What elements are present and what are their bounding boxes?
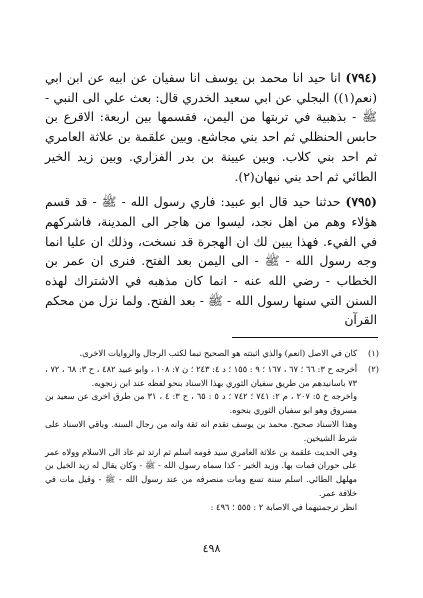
footnote-separator xyxy=(232,337,378,338)
footnote-body xyxy=(45,363,357,515)
hadith-text: حدثنا حيد قال ابو عبيد: فاري رسول الله - ﷺ - قد قسم هؤلاء وهم من اهل نجد، ليسوا من هاجر الى المدينة، فاشركهم في الفيء. فهذا يبين لك ان الهجرة قد نسخت، وذلك ان عليا انما وجه رسول الله - ﷺ - الى اليمن بعد الفتح. فنرى ان عمر بن الخطاب - رضي الله عنه - انما كان مذهبه في الاشتراك لهذه السنن التي سنها رسول الله - ﷺ - بعد الفتح. ولما نزل من محكم القرآن xyxy=(45,195,377,328)
footnote-line: واخرجه خ ٥: ٢٠٧ ، م ٢: ٧٤١ ؛ ٧٤٢ ؛ د ٥ : ٦٥ ، ح ٣: ٤ ، ٣١ من طرق اخرى عن سعيد بن مسروق وهو ابو سفيان الثوري بنحوه. xyxy=(45,391,357,416)
hadith-paragraph-794 xyxy=(45,68,377,187)
footnote-mark: (٢) xyxy=(368,363,379,374)
main-text xyxy=(45,68,377,331)
footnote-body xyxy=(45,347,357,361)
footnote-1 xyxy=(45,347,379,361)
hadith-number: (٧٩٤) xyxy=(345,70,377,85)
footnote-line: وهذا الاسناد صحيح. محمد بن يوسف تقدم انه ثقة وانه من رجال السنة. وباقي الاسناد على شرط الشيخين. xyxy=(45,418,357,443)
footnote-line: وفي الحديث علقمة بن علاثة العامري سيد قومه اسلم ثم ارتد ثم عاد الى الاسلام وولاه عمر على حوران فمات بها. وزيد الخير - كذا سماه رسول الله - ﷺ - وكان يقال له زيد الخيل بن مهلهل الطائي. اسلم سنة تسع ومات منصرفه من عند رسول الله - ﷺ - وقيل مات في خلافة عمر. xyxy=(45,446,357,498)
hadith-text: انا حيد انا محمد بن يوسف انا سفيان عن ابيه عن ابن ابي (نعم(١)) البجلي عن ابي سعيد الخدري قال: بعث علي الى النبي - ﷺ - بذهبية في تربتها من اليمن، فقسمها بين اربعة: الاقرع بن حابس الحنظلي ثم احد بني مجاشع. وبين علقمة بن علاثة العامري ثم احد بني كلاب. وبين عيينة بن بدر الفزاري. وبين زيد الخير الطائي ثم احد بني نبهان(٢). xyxy=(45,71,377,184)
footnote-line: انظر ترجمتيهما في الاصابة ٢ : ٥٥٥ ؛ ٤٩٦ : xyxy=(210,501,357,512)
footnote-mark: (١) xyxy=(368,348,379,358)
footnotes xyxy=(45,347,379,515)
hadith-number: (٧٩٥) xyxy=(345,194,377,210)
page-number: ٤٩٨ xyxy=(202,542,221,555)
footnote-line: أخرجه ح ٣: ٦٦ ؛ ٦٧ ، ١٦٧ ؛ ٩ : ١٥٥ ؛ د ٤: ٢٤٣ ؛ ن ٧: ١٠٨ ، وابو عبيد ٤٨٢ ، ح ٣: ٦٨ ، ٧٢ ، ٧٣ باسانيدهم من طريق سفيان الثوري بهذا الاسناد بنحو لفظه عند ابن زنجويه. xyxy=(45,363,358,388)
footnote-line: كان في الاصل (انعم) والذي اثبتته هو الصحيح تبما لكتب الرجال والروايات الاخرى. xyxy=(79,348,357,358)
footnote-2 xyxy=(45,363,379,515)
hadith-paragraph-795 xyxy=(45,192,377,331)
